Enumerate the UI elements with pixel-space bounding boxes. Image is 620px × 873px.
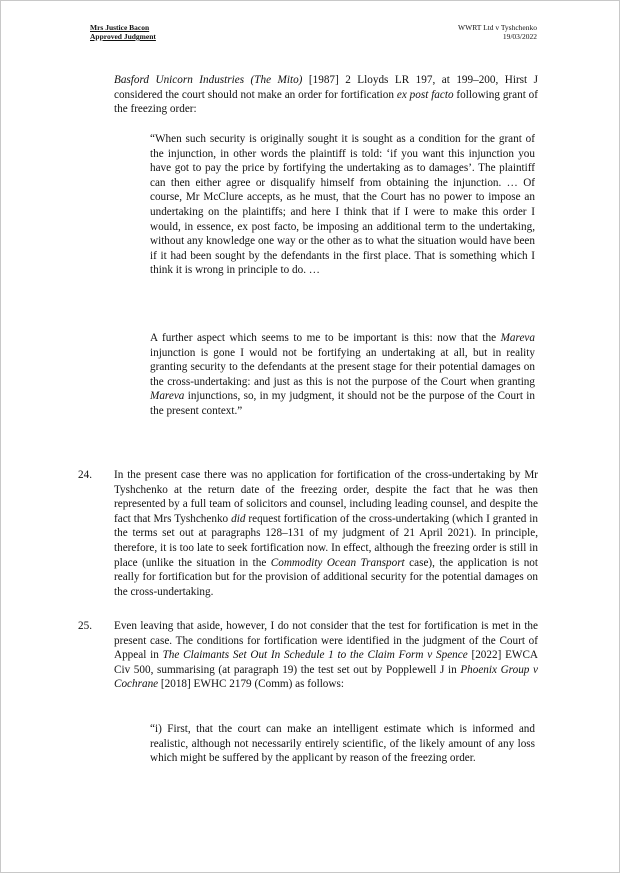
quotation-text: injunctions, so, in my judgment, it should not be the purpose of the Court in the present context.”	[150, 390, 535, 417]
quotation-text: A further aspect which seems to me to be important is this: now that the	[150, 332, 501, 344]
case-citation: The Claimants Set Out In Schedule 1 to the Claim Form v Spence	[162, 649, 468, 662]
quotation-text: “When such security is originally sought it is sought as a condition for the grant of the injunction, in other words the plaintiff is told: ‘if you want this injunction you have got to pay the price by fortifying the undertaking as to damages’. The plaintiff can then either agree or disqualify himself from obtaining the injunction. … Of course, Mr McClure accepts, as he must, that the Court has no power to impose an undertaking on the plaintiffs; and here I think that if I were to make this order I would, in essence, ex post facto, be imposing an additional term to the undertaking, without any knowledge one way or the other as to what the situation would have been if it had been sought by the defendants in the first place. That is something which I think it is wrong in principle to do. …	[150, 133, 535, 277]
emphasis: did	[231, 512, 246, 525]
paragraph-24	[114, 468, 538, 599]
paragraph-text: [2018] EWHC 2179 (Comm) as follows:	[158, 678, 344, 691]
paragraph-text: [2022] EWCA Civ 500, summarising (at paragraph 19) the test set out by Popplewell J in	[114, 649, 539, 676]
case-citation: Phoenix Group v Cochrane	[114, 663, 538, 691]
quotation-text: “i) First, that the court can make an intelligent estimate which is informed and realistic, although not necessarily entirely scientific, of the likely amount of any loss which might be suffered by the applicant by reason of the freezing order.	[150, 723, 535, 765]
paragraph-25	[114, 619, 538, 692]
quotation-second	[150, 331, 535, 419]
case-title: WWRT Ltd v Tyshchenko	[458, 23, 537, 32]
page-header-right	[458, 23, 537, 41]
judgment-date: 19/03/2022	[502, 32, 537, 41]
intro-paragraph	[114, 73, 538, 117]
quotation-third	[150, 722, 535, 766]
latin-phrase: ex post facto	[396, 88, 454, 101]
quotation-first	[150, 132, 535, 278]
case-term: Mareva	[150, 390, 185, 403]
paragraph-number: 25.	[78, 620, 92, 632]
case-term: Mareva	[500, 332, 535, 344]
quotation-text: injunction is gone I would not be fortifying an undertaking at all, but in reality granting security to the defendants at the present stage for their potential damages on the cross-undertaking: and just as this is not the purpose of the Court when granting	[150, 346, 535, 388]
paragraph-text: Even leaving that aside, however, I do not consider that the test for fortification is met in the present case. The conditions for fortification were identified in the judgment of the Court of Appeal in	[114, 620, 538, 662]
paragraph-text: request fortification of the cross-undertaking (which I granted in the terms set out at paragraphs 128–131 of my judgment of 21 April 2021). In principle, therefore, it is too late to seek fortification now. In effect, although the freezing order is still in place (unlike the situation in the	[114, 512, 539, 569]
case-citation: Commodity Ocean Transport	[270, 556, 405, 569]
intro-text: [1987] 2 Lloyds LR 197, at 199–200, Hirst J considered the court should not make an order for fortification	[114, 74, 538, 101]
paragraph-number: 24.	[78, 469, 92, 481]
page-header-left	[90, 23, 156, 41]
paragraph-text: In the present case there was no application for fortification of the cross-undertaking by Mr Tyshchenko at the return date of the freezing order, despite the fact that he was then represented by a full team of solicitors and counsel, including leading counsel, and despite the fact that Mrs Tyshchenko	[114, 469, 538, 525]
intro-text-end: following grant of the freezing order:	[114, 88, 538, 116]
judgment-status: Approved Judgment	[90, 32, 156, 41]
paragraph-text: case), the application is not really for fortification but for the provision of additional security for the potential damages on the cross-undertaking.	[114, 556, 538, 598]
case-citation: Basford Unicorn Industries (The Mito)	[114, 74, 303, 86]
judge-name: Mrs Justice Bacon	[90, 23, 150, 32]
